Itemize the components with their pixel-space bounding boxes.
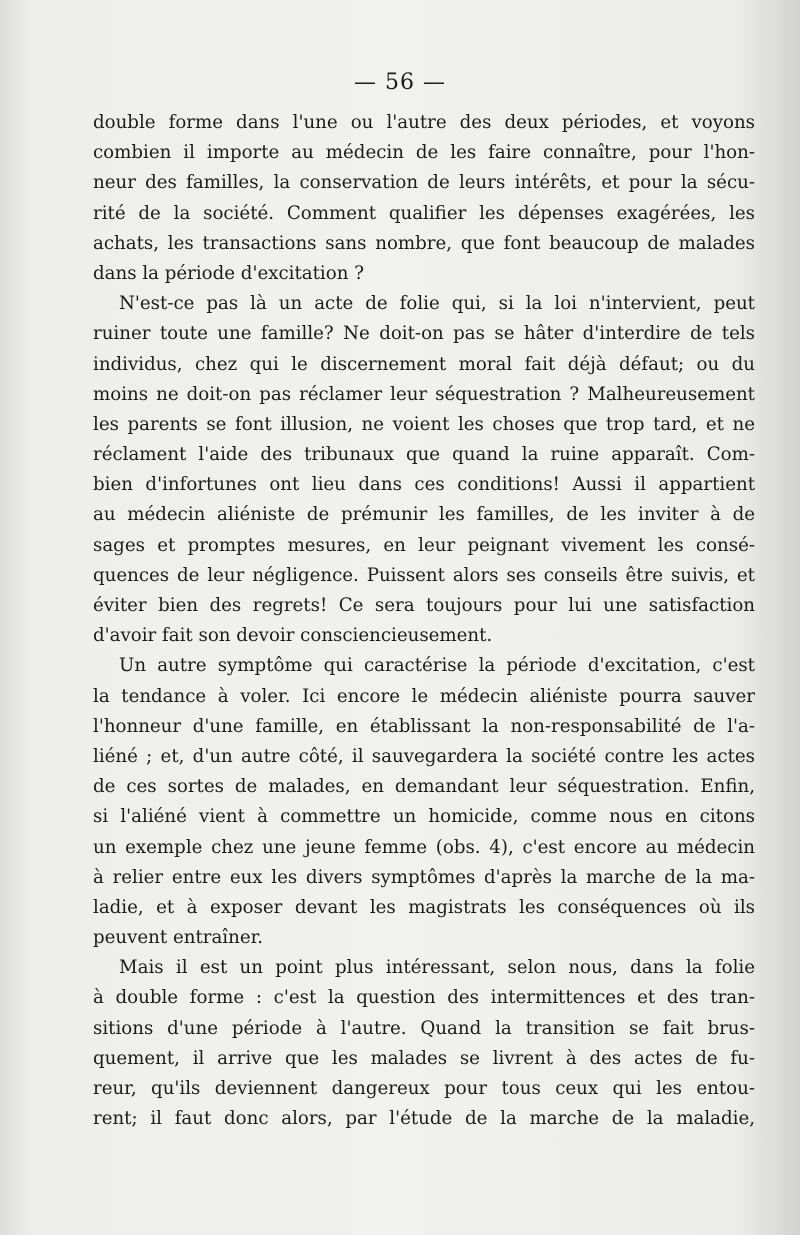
text-line: individus, chez qui le discernement moral fait déjà défaut; ou du (93, 353, 755, 375)
text-line: double forme dans l'une ou l'autre des deux périodes, et voyons (93, 112, 755, 133)
text-line: sitions d'une période à l'autre. Quand la transition se fait brus- (93, 1017, 755, 1039)
text-line: bien d'infortunes ont lieu dans ces conditions! Aussi il appartient (93, 474, 755, 496)
text-line: de ces sortes de malades, en demandant leur séquestration. Enfin, (93, 776, 755, 798)
text-line: d'avoir fait son devoir consciencieusement. (93, 625, 493, 647)
text-line: combien il importe au médecin de les faire connaître, pour l'hon- (93, 142, 755, 164)
text-line: réclament l'aide des tribunaux que quand la ruine apparaît. Com- (93, 444, 755, 466)
text-line: rent; il faut donc alors, par l'étude de la marche de la maladie, (93, 1108, 755, 1130)
text-line: rité de la société. Comment qualifier les dépenses exagérées, les (93, 202, 755, 224)
text-line: éviter bien des regrets! Ce sera toujours pour lui une satisfaction (93, 595, 755, 616)
text-line: à double forme : c'est la question des intermittences et des tran- (93, 987, 755, 1009)
text-line: ruiner toute une famille? Ne doit-on pas se hâter d'interdire de tels (93, 323, 755, 345)
text-line: neur des familles, la conservation de leurs intérêts, et pour la sécu- (93, 172, 755, 194)
text-line: quement, il arrive que les malades se livrent à des actes de fu- (93, 1047, 755, 1069)
text-line: peuvent entraîner. (93, 927, 264, 949)
text-line: au médecin aliéniste de prémunir les familles, de les inviter à de (93, 504, 755, 526)
text-line: si l'aliéné vient à commettre un homicide, comme nous en citons (93, 806, 755, 828)
text-line: achats, les transactions sans nombre, que font beaucoup de malades (93, 232, 755, 254)
text-line: à relier entre eux les divers symptômes d'après la marche de la ma- (93, 866, 755, 888)
text-line: liéné ; et, d'un autre côté, il sauvegardera la société contre les actes (93, 745, 755, 767)
text-line: quences de leur négligence. Puissent alors ses conseils être suivis, et (93, 564, 755, 586)
page-number: — 56 — (354, 70, 446, 95)
text-line: la tendance à voler. Ici encore le médecin aliéniste pourra sauver (93, 685, 755, 707)
body-text (93, 108, 755, 1134)
text-line: sages et promptes mesures, en leur peignant vivement les consé- (93, 534, 755, 556)
text-line: l'honneur d'une famille, en établissant la non-responsabilité de l'a- (93, 715, 755, 737)
text-line: dans la période d'excitation ? (93, 262, 364, 284)
text-line: un exemple chez une jeune femme (obs. 4), c'est encore au médecin (93, 836, 755, 858)
text-line: N'est-ce pas là un acte de folie qui, si la loi n'intervient, peut (119, 293, 755, 315)
text-line: Mais il est un point plus intéressant, selon nous, dans la folie (119, 957, 755, 979)
text-line: Un autre symptôme qui caractérise la période d'excitation, c'est (119, 655, 755, 677)
text-line: reur, qu'ils deviennent dangereux pour tous ceux qui les entou- (93, 1078, 755, 1099)
text-line: ladie, et à exposer devant les magistrats les conséquences où ils (93, 896, 755, 918)
text-line: les parents se font illusion, ne voient les choses que trop tard, et ne (93, 413, 755, 435)
text-line: moins ne doit-on pas réclamer leur séquestration ? Malheureusement (93, 383, 755, 405)
